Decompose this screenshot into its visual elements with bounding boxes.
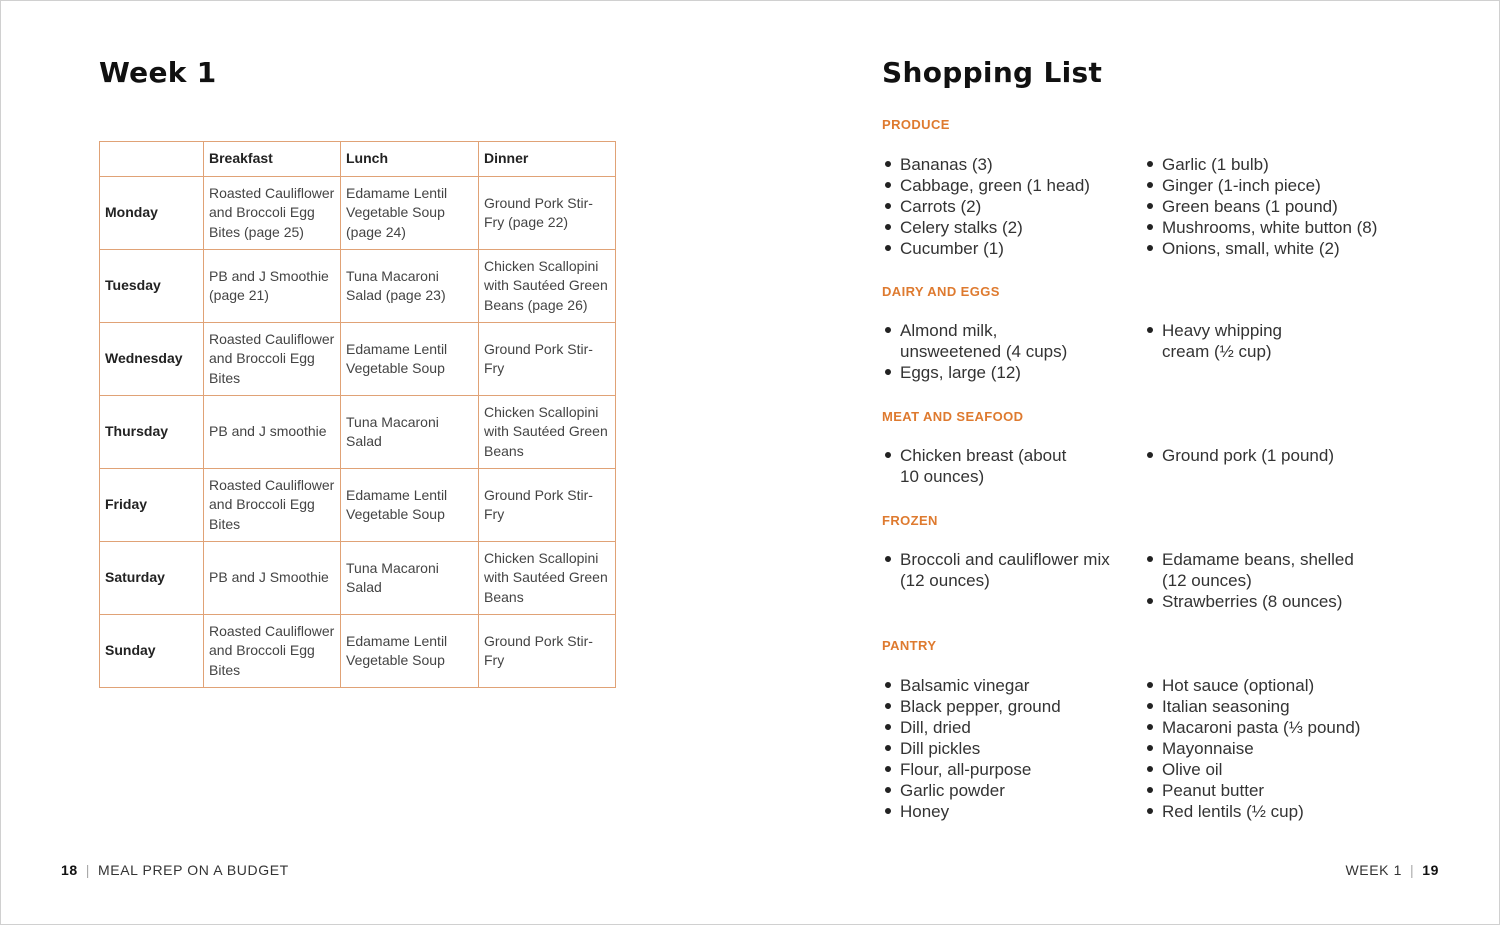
dairy-list-b	[1145, 320, 1285, 362]
lunch-cell: Edamame Lentil Vegetable Soup	[341, 469, 479, 542]
table-row	[100, 250, 616, 323]
breakfast-cell: Roasted Cauliflower and Broccoli Egg Bites (page 25)	[204, 177, 341, 250]
list-item: Almond milk, unsweetened (4 cups)	[883, 320, 1098, 362]
breakfast-cell: PB and J Smoothie (page 21)	[204, 250, 341, 323]
list-item: Hot sauce (optional)	[1145, 675, 1425, 696]
pantry-list-b	[1145, 675, 1425, 822]
lunch-cell: Edamame Lentil Vegetable Soup	[341, 615, 479, 688]
table-row	[100, 615, 616, 688]
list-item: Peanut butter	[1145, 780, 1425, 801]
breakfast-cell: PB and J smoothie	[204, 396, 341, 469]
footer-separator: |	[85, 862, 91, 878]
lunch-cell: Tuna Macaroni Salad	[341, 542, 479, 615]
table-row	[100, 542, 616, 615]
list-item: Garlic (1 bulb)	[1145, 154, 1425, 175]
list-item: Mayonnaise	[1145, 738, 1425, 759]
section-heading-meat: MEAT AND SEAFOOD	[882, 409, 1024, 424]
list-item: Balsamic vinegar	[883, 675, 1133, 696]
day-cell: Monday	[100, 177, 204, 250]
frozen-list-a	[883, 549, 1123, 591]
day-cell: Sunday	[100, 615, 204, 688]
header-lunch: Lunch	[341, 142, 479, 177]
list-item: Macaroni pasta (⅓ pound)	[1145, 717, 1425, 738]
section-label: WEEK 1	[1345, 862, 1402, 878]
section-heading-pantry: PANTRY	[882, 638, 937, 653]
dinner-cell: Chicken Scallopini with Sautéed Green Beans	[479, 396, 616, 469]
page-number-right: 19	[1422, 862, 1439, 878]
list-item: Italian seasoning	[1145, 696, 1425, 717]
dinner-cell: Chicken Scallopini with Sautéed Green Beans (page 26)	[479, 250, 616, 323]
footer-right	[1345, 862, 1439, 878]
header-corner	[100, 142, 204, 177]
list-item: Bananas (3)	[883, 154, 1133, 175]
breakfast-cell: Roasted Cauliflower and Broccoli Egg Bites	[204, 615, 341, 688]
dairy-list-a	[883, 320, 1098, 383]
table-header-row	[100, 142, 616, 177]
list-item: Heavy whipping cream (½ cup)	[1145, 320, 1285, 362]
list-item: Flour, all-purpose	[883, 759, 1133, 780]
list-item: Edamame beans, shelled (12 ounces)	[1145, 549, 1360, 591]
footer-separator: |	[1409, 862, 1415, 878]
list-item: Mushrooms, white button (8)	[1145, 217, 1425, 238]
table-row	[100, 323, 616, 396]
dinner-cell: Ground Pork Stir-Fry (page 22)	[479, 177, 616, 250]
dinner-cell: Ground Pork Stir-Fry	[479, 615, 616, 688]
dinner-cell: Ground Pork Stir-Fry	[479, 469, 616, 542]
meat-list-a	[883, 445, 1083, 487]
breakfast-cell: Roasted Cauliflower and Broccoli Egg Bites	[204, 469, 341, 542]
list-item: Olive oil	[1145, 759, 1425, 780]
breakfast-cell: PB and J Smoothie	[204, 542, 341, 615]
frozen-list-b	[1145, 549, 1360, 612]
list-item: Ground pork (1 pound)	[1145, 445, 1425, 466]
list-item: Green beans (1 pound)	[1145, 196, 1425, 217]
header-breakfast: Breakfast	[204, 142, 341, 177]
table-row	[100, 469, 616, 542]
list-item: Strawberries (8 ounces)	[1145, 591, 1360, 612]
dinner-cell: Ground Pork Stir-Fry	[479, 323, 616, 396]
list-item: Black pepper, ground	[883, 696, 1133, 717]
page-number-left: 18	[61, 862, 78, 878]
lunch-cell: Edamame Lentil Vegetable Soup	[341, 323, 479, 396]
footer-left	[61, 862, 289, 878]
list-item: Broccoli and cauliflower mix (12 ounces)	[883, 549, 1123, 591]
lunch-cell: Edamame Lentil Vegetable Soup (page 24)	[341, 177, 479, 250]
list-item: Red lentils (½ cup)	[1145, 801, 1425, 822]
table-row	[100, 177, 616, 250]
list-item: Dill pickles	[883, 738, 1133, 759]
list-item: Garlic powder	[883, 780, 1133, 801]
shopping-list-title: Shopping List	[882, 56, 1103, 89]
day-cell: Thursday	[100, 396, 204, 469]
table-row	[100, 396, 616, 469]
list-item: Celery stalks (2)	[883, 217, 1133, 238]
meal-plan-table	[99, 141, 616, 688]
week-title: Week 1	[99, 56, 217, 89]
produce-list-b	[1145, 154, 1425, 259]
day-cell: Wednesday	[100, 323, 204, 396]
dinner-cell: Chicken Scallopini with Sautéed Green Beans	[479, 542, 616, 615]
breakfast-cell: Roasted Cauliflower and Broccoli Egg Bites	[204, 323, 341, 396]
lunch-cell: Tuna Macaroni Salad (page 23)	[341, 250, 479, 323]
list-item: Cabbage, green (1 head)	[883, 175, 1133, 196]
day-cell: Tuesday	[100, 250, 204, 323]
day-cell: Friday	[100, 469, 204, 542]
meat-list-b	[1145, 445, 1425, 466]
header-dinner: Dinner	[479, 142, 616, 177]
section-heading-produce: PRODUCE	[882, 117, 950, 132]
produce-list-a	[883, 154, 1133, 259]
list-item: Onions, small, white (2)	[1145, 238, 1425, 259]
list-item: Carrots (2)	[883, 196, 1133, 217]
list-item: Cucumber (1)	[883, 238, 1133, 259]
list-item: Chicken breast (about 10 ounces)	[883, 445, 1083, 487]
list-item: Ginger (1-inch piece)	[1145, 175, 1425, 196]
day-cell: Saturday	[100, 542, 204, 615]
lunch-cell: Tuna Macaroni Salad	[341, 396, 479, 469]
list-item: Honey	[883, 801, 1133, 822]
section-heading-frozen: FROZEN	[882, 513, 938, 528]
book-title: MEAL PREP ON A BUDGET	[98, 862, 289, 878]
list-item: Dill, dried	[883, 717, 1133, 738]
list-item: Eggs, large (12)	[883, 362, 1098, 383]
section-heading-dairy: DAIRY AND EGGS	[882, 284, 1000, 299]
pantry-list-a	[883, 675, 1133, 822]
